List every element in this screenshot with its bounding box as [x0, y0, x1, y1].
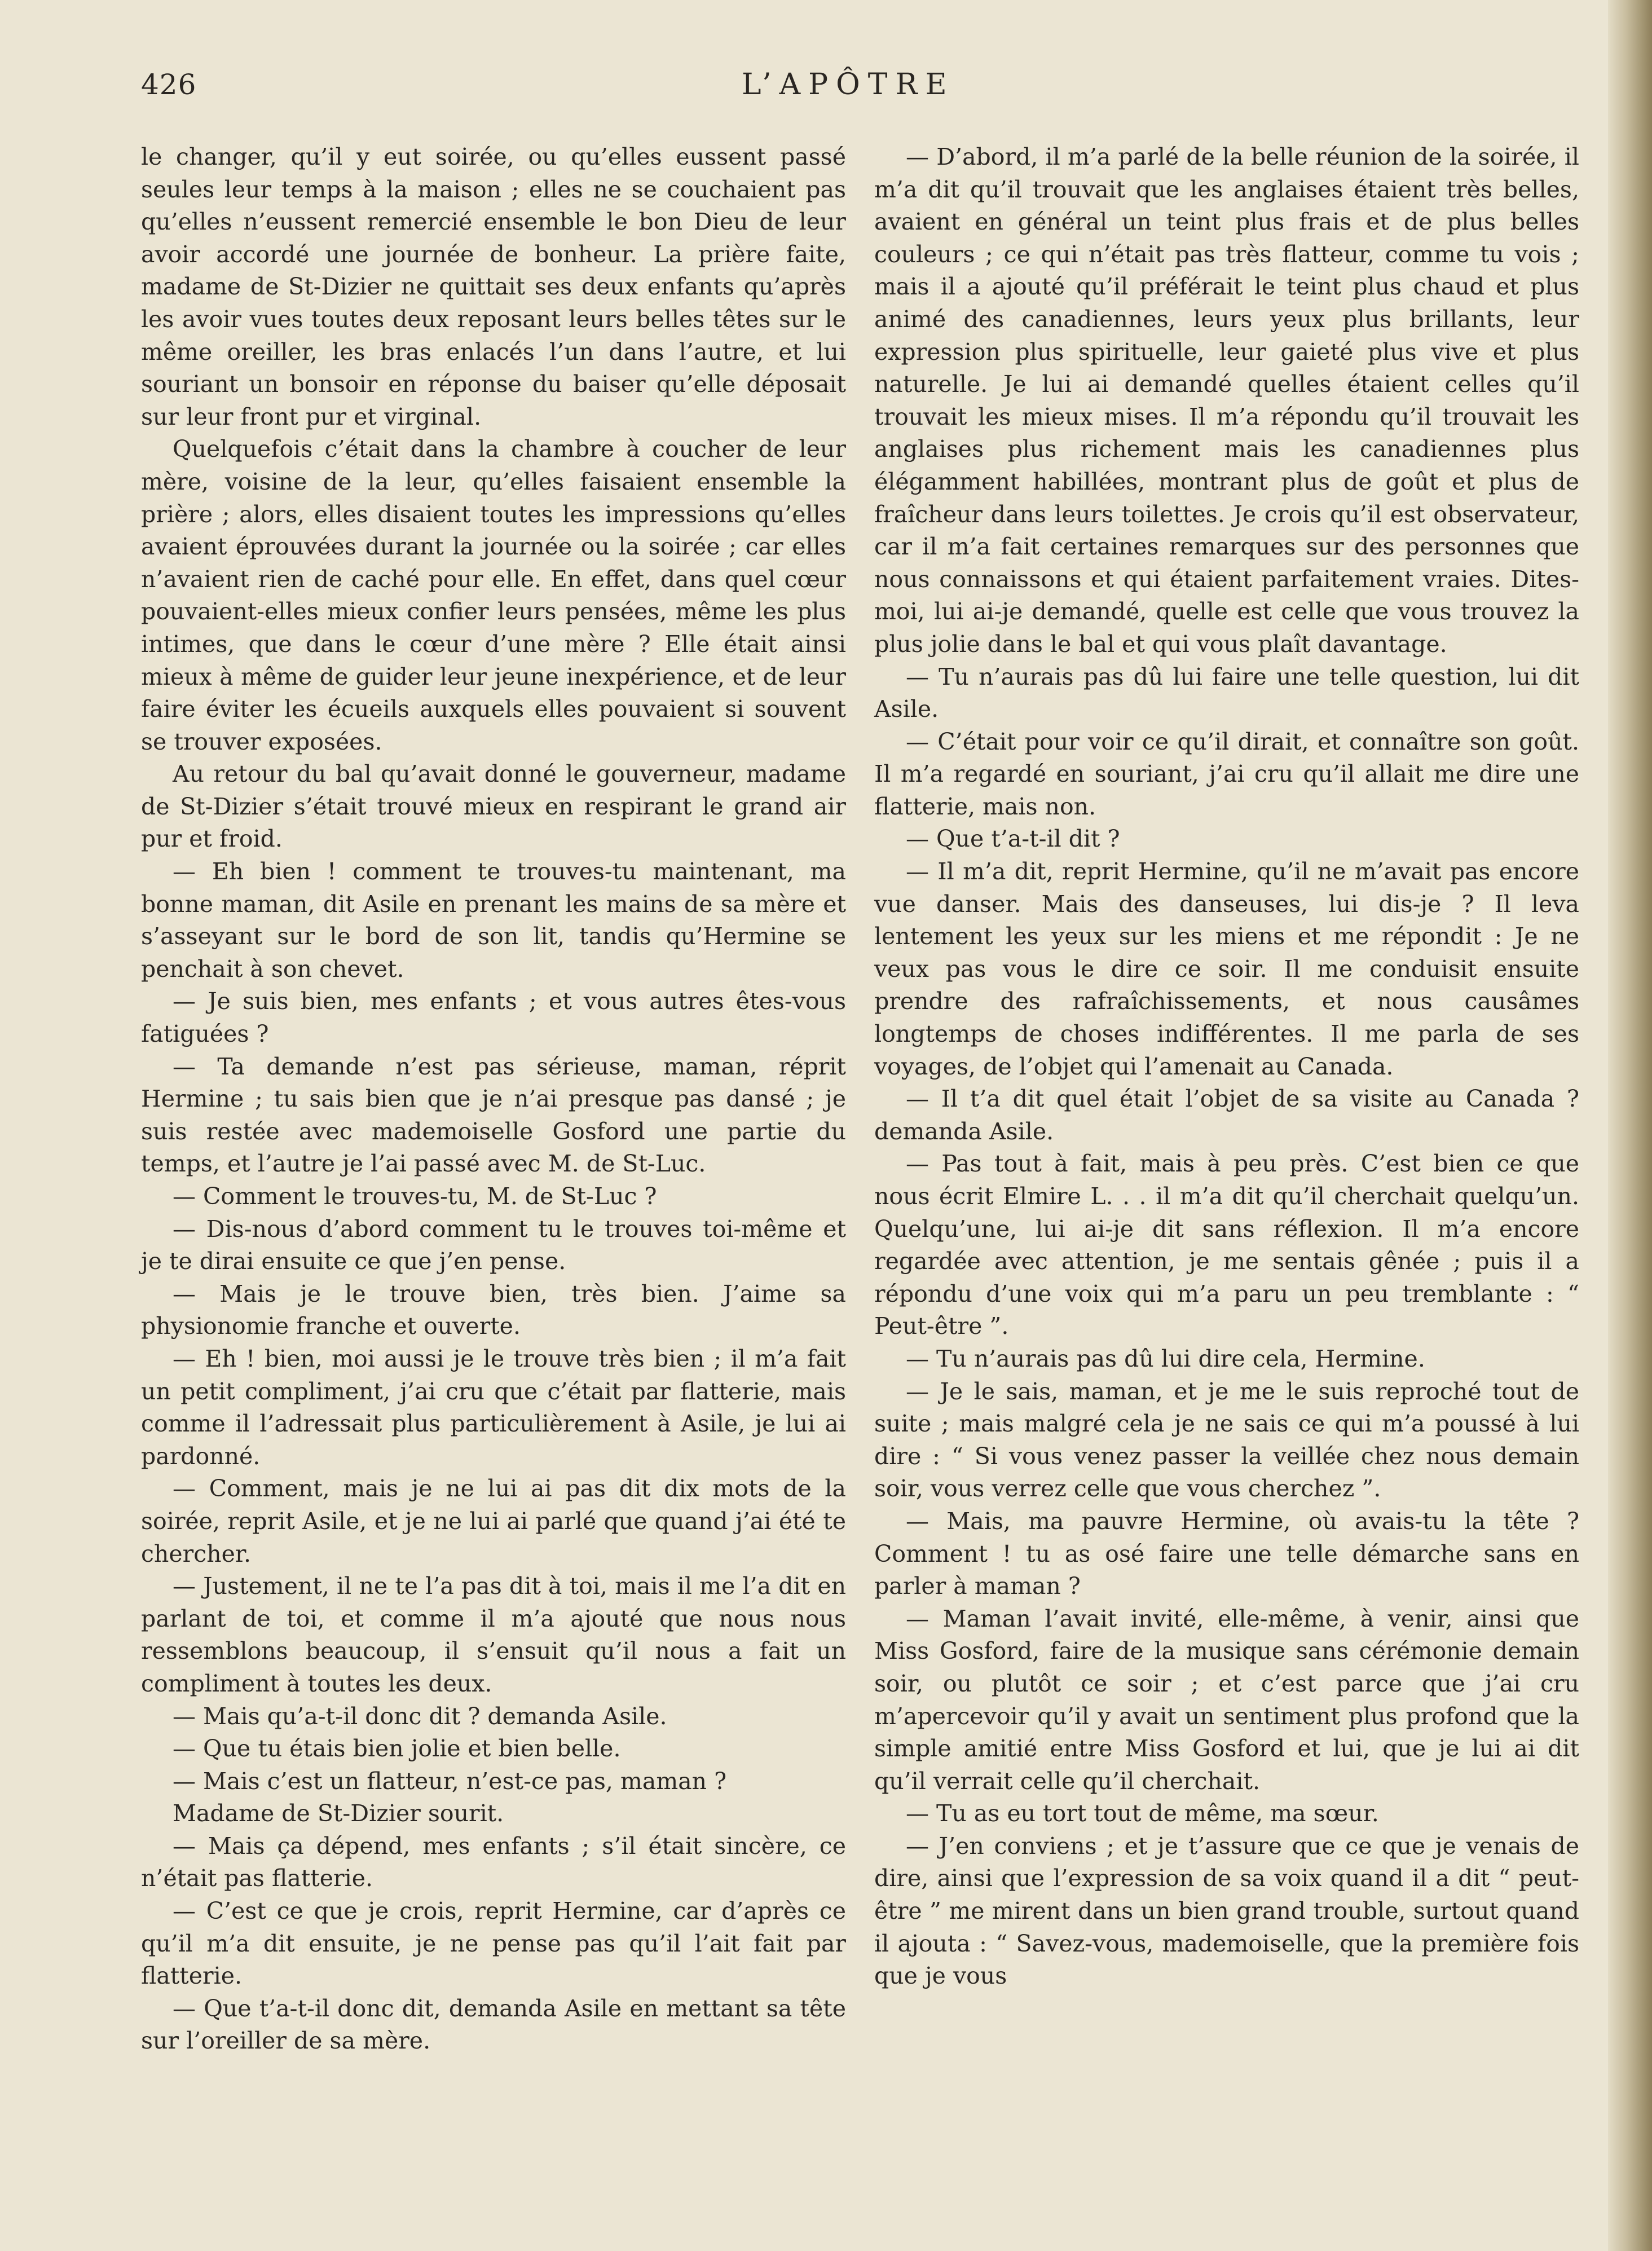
- paragraph: — J’en conviens ; et je t’assure que ce que je venais de dire, ainsi que l’expression de sa voix quand il a dit “ peut-être ” me mirent dans un bien grand trouble, surtout quand il ajouta : “ Savez-vous, mademoiselle, que la première fois que je vous: [874, 1832, 1579, 1990]
- paragraph: — Que t’a-t-il dit ?: [906, 825, 1120, 853]
- paragraph: — Mais c’est un flatteur, n’est-ce pas, maman ?: [173, 1767, 727, 1795]
- paragraph: — Tu n’aurais pas dû lui dire cela, Hermine.: [906, 1345, 1425, 1372]
- left-text-column: [141, 141, 846, 2058]
- paragraph: Madame de St-Dizier sourit.: [173, 1800, 504, 1827]
- paragraph: — Que tu étais bien jolie et bien belle.: [173, 1735, 621, 1763]
- paragraph: — Mais, ma pauvre Hermine, où avais-tu la tête ? Comment ! tu as osé faire une telle démarche sans en parler à maman ?: [874, 1507, 1579, 1600]
- paragraph: — Il m’a dit, reprit Hermine, qu’il ne m’avait pas encore vue danser. Mais des danseuses, lui dis-je ? Il leva lentement les yeux sur les miens et me répondit : Je ne veux pas vous le dire ce soir. Il me conduisit ensuite prendre des rafraîchissements, et nous causâmes longtemps de choses indifférentes. Il me parla de ses voyages, de l’objet qui l’amenait au Canada.: [874, 858, 1579, 1080]
- paragraph: — D’abord, il m’a parlé de la belle réunion de la soirée, il m’a dit qu’il trouvait que les anglaises étaient très belles, avaient en général un teint plus frais et de plus belles couleurs ; ce qui n’était pas très flatteur, comme tu vois ; mais il a ajouté qu’il préférait le teint plus chaud et plus animé des canadiennes, leurs yeux plus brillants, leur expression plus spirituelle, leur gaieté plus vive et plus naturelle. Je lui ai demandé quelles étaient celles qu’il trouvait les mieux mises. Il m’a répondu qu’il trouvait les anglaises plus richement mais les canadiennes plus élégamment habillées, montrant plus de goût et plus de fraîcheur dans leurs toilettes. Je crois qu’il est observateur, car il m’a fait certaines remarques sur des personnes que nous connaissons et qui étaient parfaitement vraies. Dites-moi, lui ai-je demandé, quelle est celle que vous trouvez la plus jolie dans le bal et qui vous plaît davantage.: [874, 143, 1579, 658]
- paragraph: — Tu as eu tort tout de même, ma sœur.: [906, 1800, 1379, 1827]
- paragraph: — Dis-nous d’abord comment tu le trouves toi-même et je te dirai ensuite ce que j’en pense.: [141, 1215, 846, 1275]
- right-text-column: [874, 141, 1579, 1993]
- paragraph: — Ta demande n’est pas sérieuse, maman, réprit Hermine ; tu sais bien que je n’ai presque pas dansé ; je suis restée avec mademoiselle Gosford une partie du temps, et l’autre je l’ai passé avec M. de St-Luc.: [141, 1052, 846, 1178]
- paragraph: — Pas tout à fait, mais à peu près. C’est bien ce que nous écrit Elmire L. . . il m’a dit qu’il cherchait quelqu’un. Quelqu’une, lui ai-je dit sans réflexion. Il m’a encore regardée avec attention, je me sentais gênée ; puis il a répondu d’une voix qui m’a paru un peu tremblante : “ Peut-être ”.: [874, 1150, 1579, 1340]
- paragraph: — Que t’a-t-il donc dit, demanda Asile en mettant sa tête sur l’oreiller de sa mère.: [141, 1994, 846, 2055]
- paragraph: — Je le sais, maman, et je me le suis reproché tout de suite ; mais malgré cela je ne sais ce qui m’a poussé à lui dire : “ Si vous venez passer la veillée chez nous demain soir, vous verrez celle que vous cherchez ”.: [874, 1377, 1579, 1503]
- paragraph: — Mais qu’a-t-il donc dit ? demanda Asile.: [173, 1702, 667, 1730]
- paragraph: — Je suis bien, mes enfants ; et vous autres êtes-vous fatiguées ?: [141, 988, 846, 1048]
- paragraph: — Comment le trouves-tu, M. de St-Luc ?: [173, 1183, 657, 1210]
- page-number: 426: [141, 68, 197, 101]
- paragraph: — Mais ça dépend, mes enfants ; s’il était sincère, ce n’était pas flatterie.: [141, 1832, 846, 1892]
- paragraph: — C’était pour voir ce qu’il dirait, et connaître son goût. Il m’a regardé en souriant, j’ai cru qu’il allait me dire une flatterie, mais non.: [874, 728, 1579, 820]
- paragraph: — Comment, mais je ne lui ai pas dit dix mots de la soirée, reprit Asile, et je ne lui ai parlé que quand j’ai été te chercher.: [141, 1475, 846, 1567]
- running-title: L’APÔTRE: [742, 68, 955, 102]
- paragraph: — Mais je le trouve bien, très bien. J’aime sa physionomie franche et ouverte.: [141, 1280, 846, 1340]
- paragraph: — Il t’a dit quel était l’objet de sa visite au Canada ? demanda Asile.: [874, 1085, 1579, 1145]
- paragraph: Au retour du bal qu’avait donné le gouverneur, madame de St-Dizier s’était trouvé mieux en respirant le grand air pur et froid.: [141, 760, 846, 853]
- paragraph: le changer, qu’il y eut soirée, ou qu’elles eussent passé seules leur temps à la maison ; elles ne se couchaient pas qu’elles n’eussent remercié ensemble le bon Dieu de leur avoir accordé une journée de bonheur. La prière faite, madame de St-Dizier ne quittait ses deux enfants qu’après les avoir vues toutes deux reposant leurs belles têtes sur le même oreiller, les bras enlacés l’un dans l’autre, et lui souriant un bonsoir en réponse du baiser qu’elle déposait sur leur front pur et virginal.: [141, 143, 846, 430]
- paragraph: — Maman l’avait invité, elle-même, à venir, ainsi que Miss Gosford, faire de la musique sans cérémonie demain soir, ou plutôt ce soir ; et c’est parce que j’ai cru m’apercevoir qu’il y avait un sentiment plus profond que la simple amitié entre Miss Gosford et lui, que je lui ai dit qu’il verrait celle qu’il cherchait.: [874, 1605, 1579, 1795]
- paragraph: Quelquefois c’était dans la chambre à coucher de leur mère, voisine de la leur, qu’elles faisaient ensemble la prière ; alors, elles disaient toutes les impressions qu’elles avaient éprouvées durant la journée ou la soirée ; car elles n’avaient rien de caché pour elle. En effet, dans quel cœur pouvaient-elles mieux confier leurs pensées, même les plus intimes, que dans le cœur d’une mère ? Elle était ainsi mieux à même de guider leur jeune inexpérience, et de leur faire éviter les écueils auxquels elles pouvaient si souvent se trouver exposées.: [141, 435, 846, 755]
- paragraph: — Eh ! bien, moi aussi je le trouve très bien ; il m’a fait un petit compliment, j’ai cru que c’était par flatterie, mais comme il l’adressait plus particulièrement à Asile, je lui ai pardonné.: [141, 1345, 846, 1470]
- page-header: [141, 59, 1579, 110]
- paragraph: — Eh bien ! comment te trouves-tu maintenant, ma bonne maman, dit Asile en prenant les mains de sa mère et s’asseyant sur le bord de son lit, tandis qu’Hermine se penchait à son chevet.: [141, 858, 846, 983]
- paragraph: — Tu n’aurais pas dû lui faire une telle question, lui dit Asile.: [874, 663, 1579, 723]
- paragraph: — C’est ce que je crois, reprit Hermine, car d’après ce qu’il m’a dit ensuite, je ne pense pas qu’il l’ait fait par flatterie.: [141, 1897, 846, 1990]
- paragraph: — Justement, il ne te l’a pas dit à toi, mais il me l’a dit en parlant de toi, et comme il m’a ajouté que nous nous ressemblons beaucoup, il s’ensuit qu’il nous a fait un compliment à toutes les deux.: [141, 1572, 846, 1697]
